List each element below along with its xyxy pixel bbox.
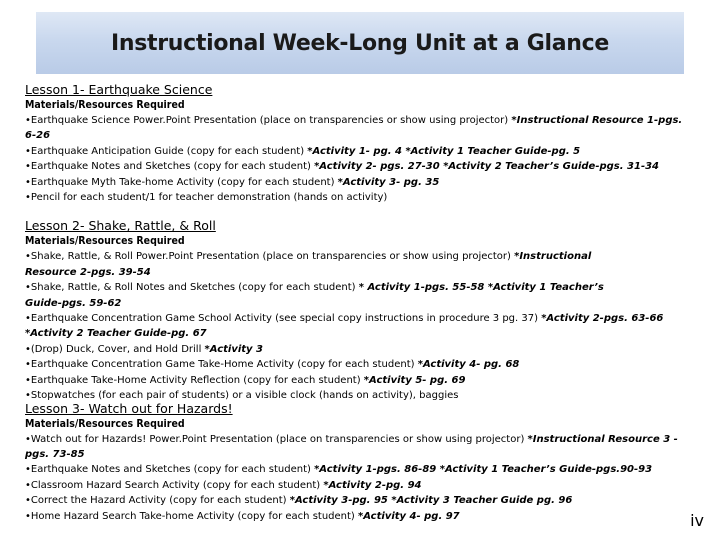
item-reference: *Activity 1-pgs. 86-89 *Activity 1 Teacher’s Guide-pgs.90-93 xyxy=(314,464,653,476)
lesson-1-title: Lesson 1- Earthquake Science xyxy=(25,82,213,97)
item-text: •Earthquake Notes and Sketches (copy for each student) xyxy=(25,464,315,476)
item-reference: *Activity 1- pg. 4 *Activity 1 Teacher Guide-pg. 5 xyxy=(307,145,581,157)
lesson-2-materials-label: Materials/Resources Required xyxy=(25,235,185,248)
item-reference: *Activity 3 xyxy=(204,343,264,355)
lesson-3-item-4 xyxy=(25,493,700,508)
item-reference: *Activity 2- pgs. 27-30 *Activity 2 Teacher’s Guide-pgs. 31-34 xyxy=(314,161,660,173)
item-text: •Watch out for Hazards! Power.Point Presentation (place on transparencies or show using projector) xyxy=(25,433,528,445)
item-text: •Classroom Hazard Search Activity (copy for each student) xyxy=(25,479,324,491)
item-text: •Earthquake Notes and Sketches (copy for each student) xyxy=(25,161,315,173)
lesson-1-item-3 xyxy=(25,159,685,174)
item-text: •Earthquake Science Power.Point Presentation (place on transparencies or show using projector) xyxy=(25,115,512,126)
lesson-2-item-3 xyxy=(25,311,690,342)
item-reference: * Activity 1-pgs. 55-58 *Activity 1 Teacher’s Guide-pgs. 59-62 xyxy=(25,282,604,309)
lesson-2-item-4 xyxy=(25,342,625,357)
lesson-1-item-4 xyxy=(25,175,685,190)
lesson-3-item-1 xyxy=(25,432,700,463)
lesson-2-item-5 xyxy=(25,357,690,372)
lesson-content xyxy=(25,82,700,524)
item-text: •Earthquake Concentration Game Take-Home Activity (copy for each student) xyxy=(25,359,418,371)
lesson-1-item-5 xyxy=(25,190,685,205)
lesson-2-title: Lesson 2- Shake, Rattle, & Roll xyxy=(25,218,216,234)
lesson-3-item-2 xyxy=(25,462,700,477)
item-text: •Shake, Rattle, & Roll Notes and Sketches (copy for each student) xyxy=(25,282,359,294)
item-text: •Correct the Hazard Activity (copy for each student) xyxy=(25,495,290,507)
item-text: •Earthquake Take-Home Activity Reflection (copy for each student) xyxy=(25,374,364,386)
lesson-spacer xyxy=(25,205,700,218)
item-text: •(Drop) Duck, Cover, and Hold Drill xyxy=(25,343,205,355)
lesson-3-item-5 xyxy=(25,509,700,524)
lesson-3 xyxy=(25,401,700,524)
lesson-2-item-6 xyxy=(25,373,625,388)
item-text: •Earthquake Myth Take-home Activity (copy for each student) xyxy=(25,176,338,188)
page-title: Instructional Week-Long Unit at a Glance xyxy=(110,30,610,56)
item-reference: *Activity 5- pg. 69 xyxy=(363,374,466,386)
item-reference: *Instructional Resource 2-pgs. 39-54 xyxy=(25,251,592,278)
lesson-1-materials-label: Materials/Resources Required xyxy=(25,99,185,111)
item-text: •Earthquake Concentration Game School Activity (see special copy instructions in procedure 3 pg. 37) xyxy=(25,313,542,325)
lesson-1-item-2 xyxy=(25,144,685,159)
lesson-2 xyxy=(25,218,664,403)
lesson-3-title: Lesson 3- Watch out for Hazards! xyxy=(25,400,233,416)
item-reference: *Activity 4- pg. 68 xyxy=(417,359,520,371)
lesson-2-item-1 xyxy=(25,249,625,280)
lesson-3-materials-label: Materials/Resources Required xyxy=(25,417,185,430)
item-reference: *Activity 3- pg. 35 xyxy=(337,176,440,188)
lesson-1 xyxy=(25,82,685,205)
item-reference: *Activity 4- pg. 97 xyxy=(358,510,460,522)
item-reference: *Activity 3-pg. 95 *Activity 3 Teacher Guide pg. 96 xyxy=(289,495,573,507)
page-number: iv xyxy=(690,511,704,530)
title-banner xyxy=(36,12,684,74)
item-reference: *Instructional Resource 3 -pgs. 73-85 xyxy=(25,433,678,460)
lesson-3-item-3 xyxy=(25,478,700,493)
item-reference: *Activity 2-pg. 94 xyxy=(323,479,422,491)
item-text: •Earthquake Anticipation Guide (copy for each student) xyxy=(25,145,308,157)
item-text: •Shake, Rattle, & Roll Power.Point Presentation (place on transparencies or show using projector) xyxy=(25,251,515,263)
item-reference: *Activity 2-pgs. 63-66 *Activity 2 Teacher Guide-pg. 67 xyxy=(25,313,664,340)
item-reference: *Instructional Resource 1-pgs. 6-26 xyxy=(25,115,683,142)
lesson-1-item-1 xyxy=(25,113,685,144)
item-text: •Home Hazard Search Take-home Activity (copy for each student) xyxy=(25,510,359,522)
item-text: •Stopwatches (for each pair of students) or a visible clock (hands on activity), baggies xyxy=(25,390,459,402)
item-text: •Pencil for each student/1 for teacher demonstration (hands on activity) xyxy=(25,192,388,204)
lesson-2-item-2 xyxy=(25,280,625,311)
